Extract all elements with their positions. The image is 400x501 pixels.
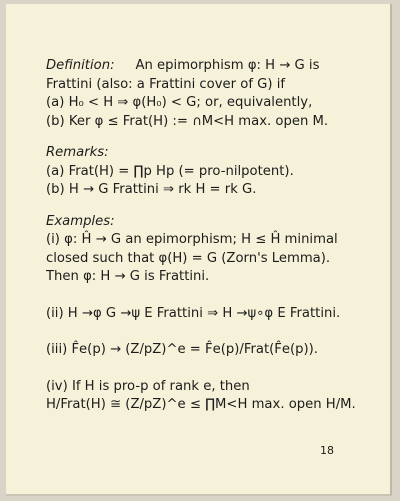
example-i-line-3: Then φ: H → G is Frattini. xyxy=(46,269,210,284)
remark-b: (b) H → G Frattini ⇒ rk H = rk G. xyxy=(46,182,257,197)
example-i-line-1: (i) φ: Ĥ → G an epimorphism; H ≤ Ĥ minimal xyxy=(46,232,338,247)
slide xyxy=(6,4,392,496)
definition-line-1 xyxy=(46,57,366,76)
definition-line-4: (b) Ker φ ≤ Frat(H) := ∩M<H max. open M. xyxy=(46,113,329,129)
example-iii: (iii) F̂e(p) → (Z/pZ)^e = F̂e(p)/Frat(F̂e(p)). xyxy=(46,342,318,357)
definition-line-2: Frattini (also: a Frattini cover of G) if xyxy=(46,76,286,92)
definition-line-3: (a) H₀ < H ⇒ φ(H₀) < G; or, equivalently, xyxy=(46,95,313,110)
remark-a: (a) Frat(H) = ∏p Hp (= pro-nilpotent). xyxy=(46,163,294,179)
example-iv-line-2: H/Frat(H) ≅ (Z/pZ)^e ≤ ∏M<H max. open H/M. xyxy=(46,397,356,412)
remarks-heading: Remarks: xyxy=(46,145,109,160)
example-i-line-2: closed such that φ(H) = G (Zorn's Lemma). xyxy=(46,250,331,266)
example-iv-line-1: (iv) If H is pro-p of rank e, then xyxy=(46,378,250,394)
definition-heading: Definition: xyxy=(46,58,115,73)
example-ii: (ii) H →φ G →ψ E Frattini ⇒ H →ψ∘φ E Frattini. xyxy=(46,305,341,321)
definition-text-1: An epimorphism φ: H → G is xyxy=(135,58,320,73)
examples-heading: Examples: xyxy=(46,213,115,229)
page-content xyxy=(46,57,366,415)
page-number: 18 xyxy=(320,444,334,457)
